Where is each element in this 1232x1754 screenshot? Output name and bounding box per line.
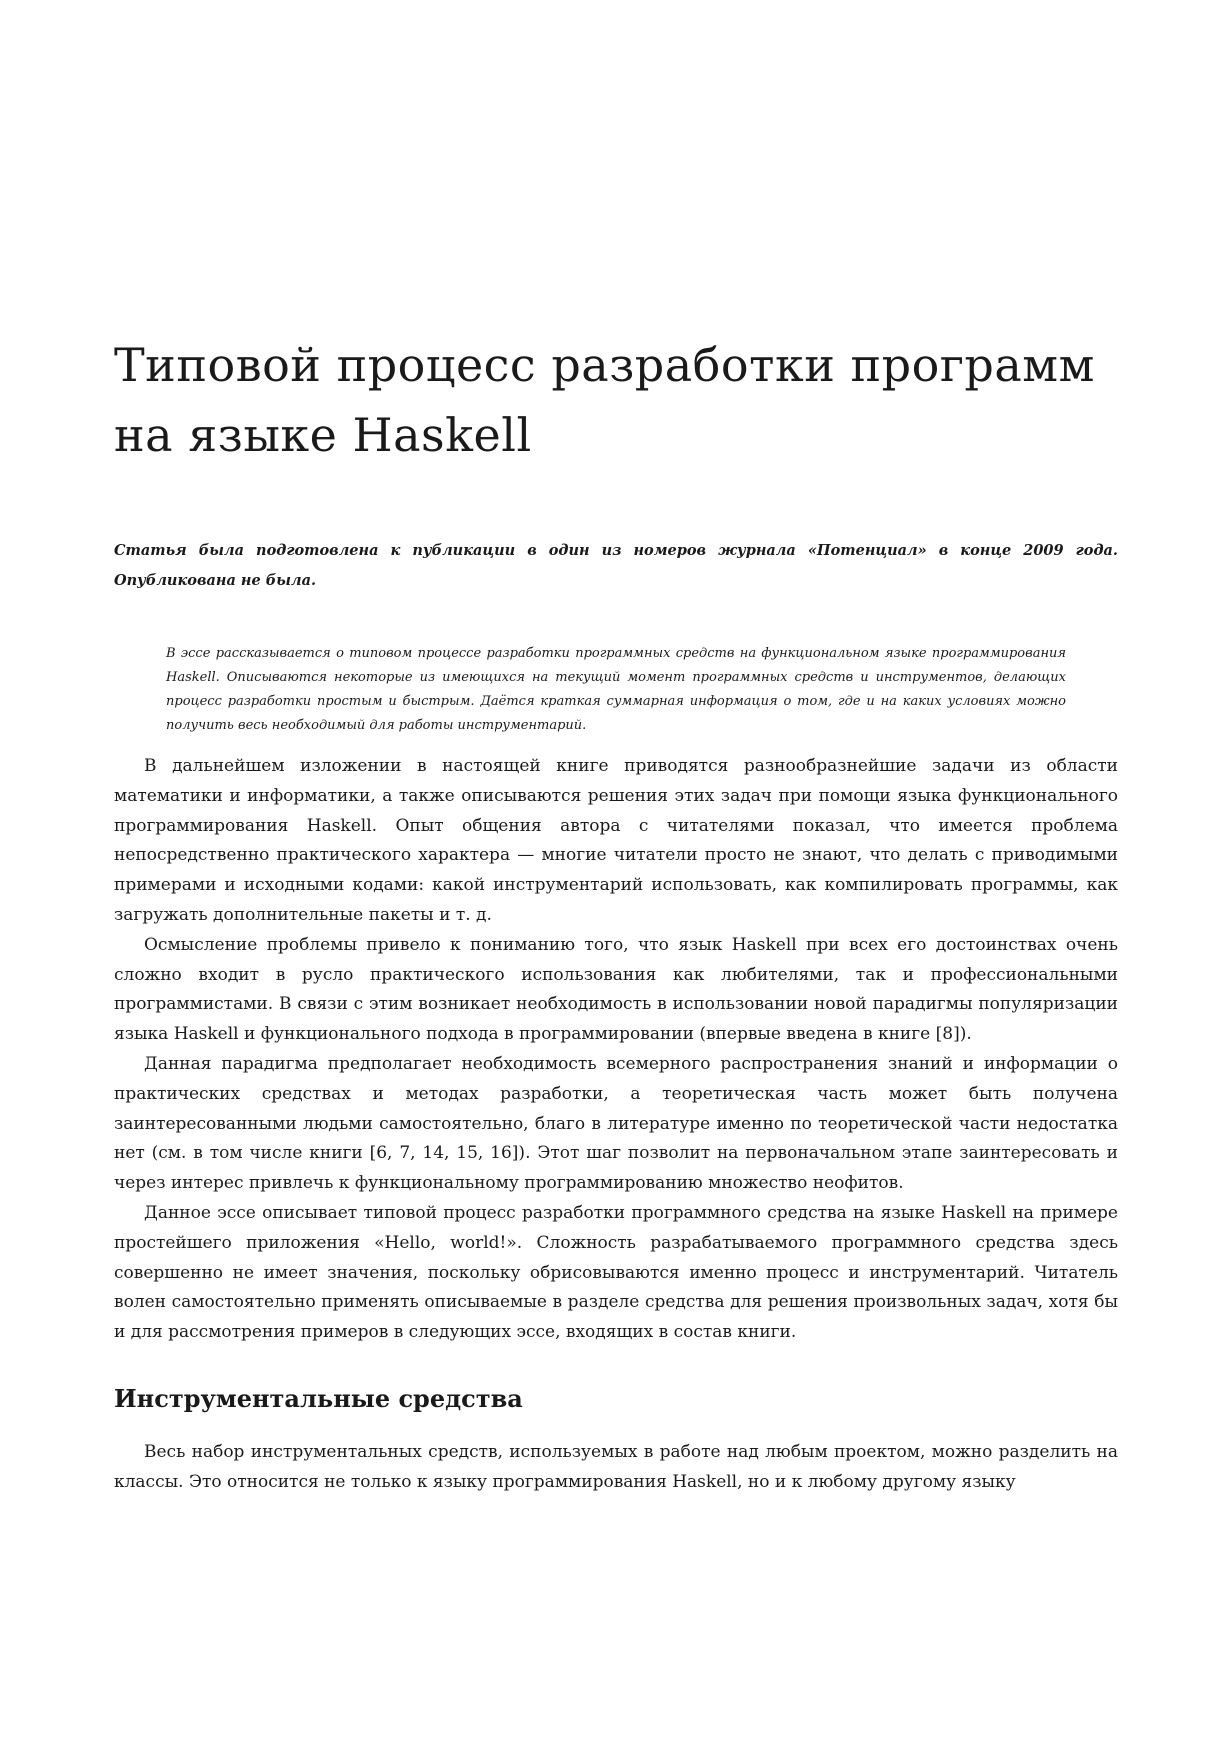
abstract: В эссе рассказывается о типовом процессе разработки программных средств на функциональном языке программирования Haskell. Описываются некоторые из имеющихся на текущий момент программных средств и инструментов, делающих процесс разработки простым и быстрым. Даётся краткая суммарная информация о том, где и на каких условиях можно получить весь необходимый для работы инструментарий. [166,646,1066,733]
publication-note: Статья была подготовлена к публикации в один из номеров журнала «Потенциал» в конце 2009 года. Опубликована не была. [114,542,1118,589]
title-line-1: Типовой процесс разработки программ [114,338,1095,392]
body-text [114,752,1118,1498]
section-paragraph: Весь набор инструментальных средств, используемых в работе над любым проектом, можно разделить на классы. Это относится не только к языку программирования Haskell, но и к любому другому языку [114,1441,1118,1492]
document-title [114,330,1118,470]
section-title: Инструментальные средства [114,1383,523,1413]
paragraph-2: Осмысление проблемы привело к пониманию того, что язык Haskell при всех его достоинствах очень сложно входит в русло практического использования как любителями, так и профессиональными программистами. В связи с этим возникает необходимость в использовании новой парадигмы популяризации языка Haskell и функционального подхода в программировании (впервые введена в книге [8]). [114,934,1118,1045]
title-line-2: на языке Haskell [114,408,532,462]
paragraph-4: Данное эссе описывает типовой процесс разработки программного средства на языке Haskell на примере простейшего приложения «Hello, world!». Сложность разрабатываемого программного средства здесь совершенно не имеет значения, поскольку обрисовываются именно процесс и инструментарий. Читатель волен самостоятельно применять описываемые в разделе средства для решения произвольных задач, хотя бы и для рассмотрения примеров в следующих эссе, входящих в состав книги. [114,1202,1118,1343]
paragraph-3: Данная парадигма предполагает необходимость всемерного распространения знаний и информации о практических средствах и методах разработки, а теоретическая часть может быть получена заинтересованными людьми самостоятельно, благо в литературе именно по теоретической части недостатка нет (см. в том числе книги [6, 7, 14, 15, 16]). Этот шаг позволит на первоначальном этапе заинтересовать и через интерес привлечь к функциональному программированию множество неофитов. [114,1053,1118,1194]
document-page [114,330,1118,1498]
paragraph-1: В дальнейшем изложении в настоящей книге приводятся разнообразнейшие задачи из области математики и информатики, а также описываются решения этих задач при помощи языка функционального программирования Haskell. Опыт общения автора с читателями показал, что имеется проблема непосредственно практического характера — многие читатели просто не знают, что делать с приводимыми примерами и исходными кодами: какой инструментарий использовать, как компилировать программы, как загружать дополнительные пакеты и т. д. [114,756,1118,925]
